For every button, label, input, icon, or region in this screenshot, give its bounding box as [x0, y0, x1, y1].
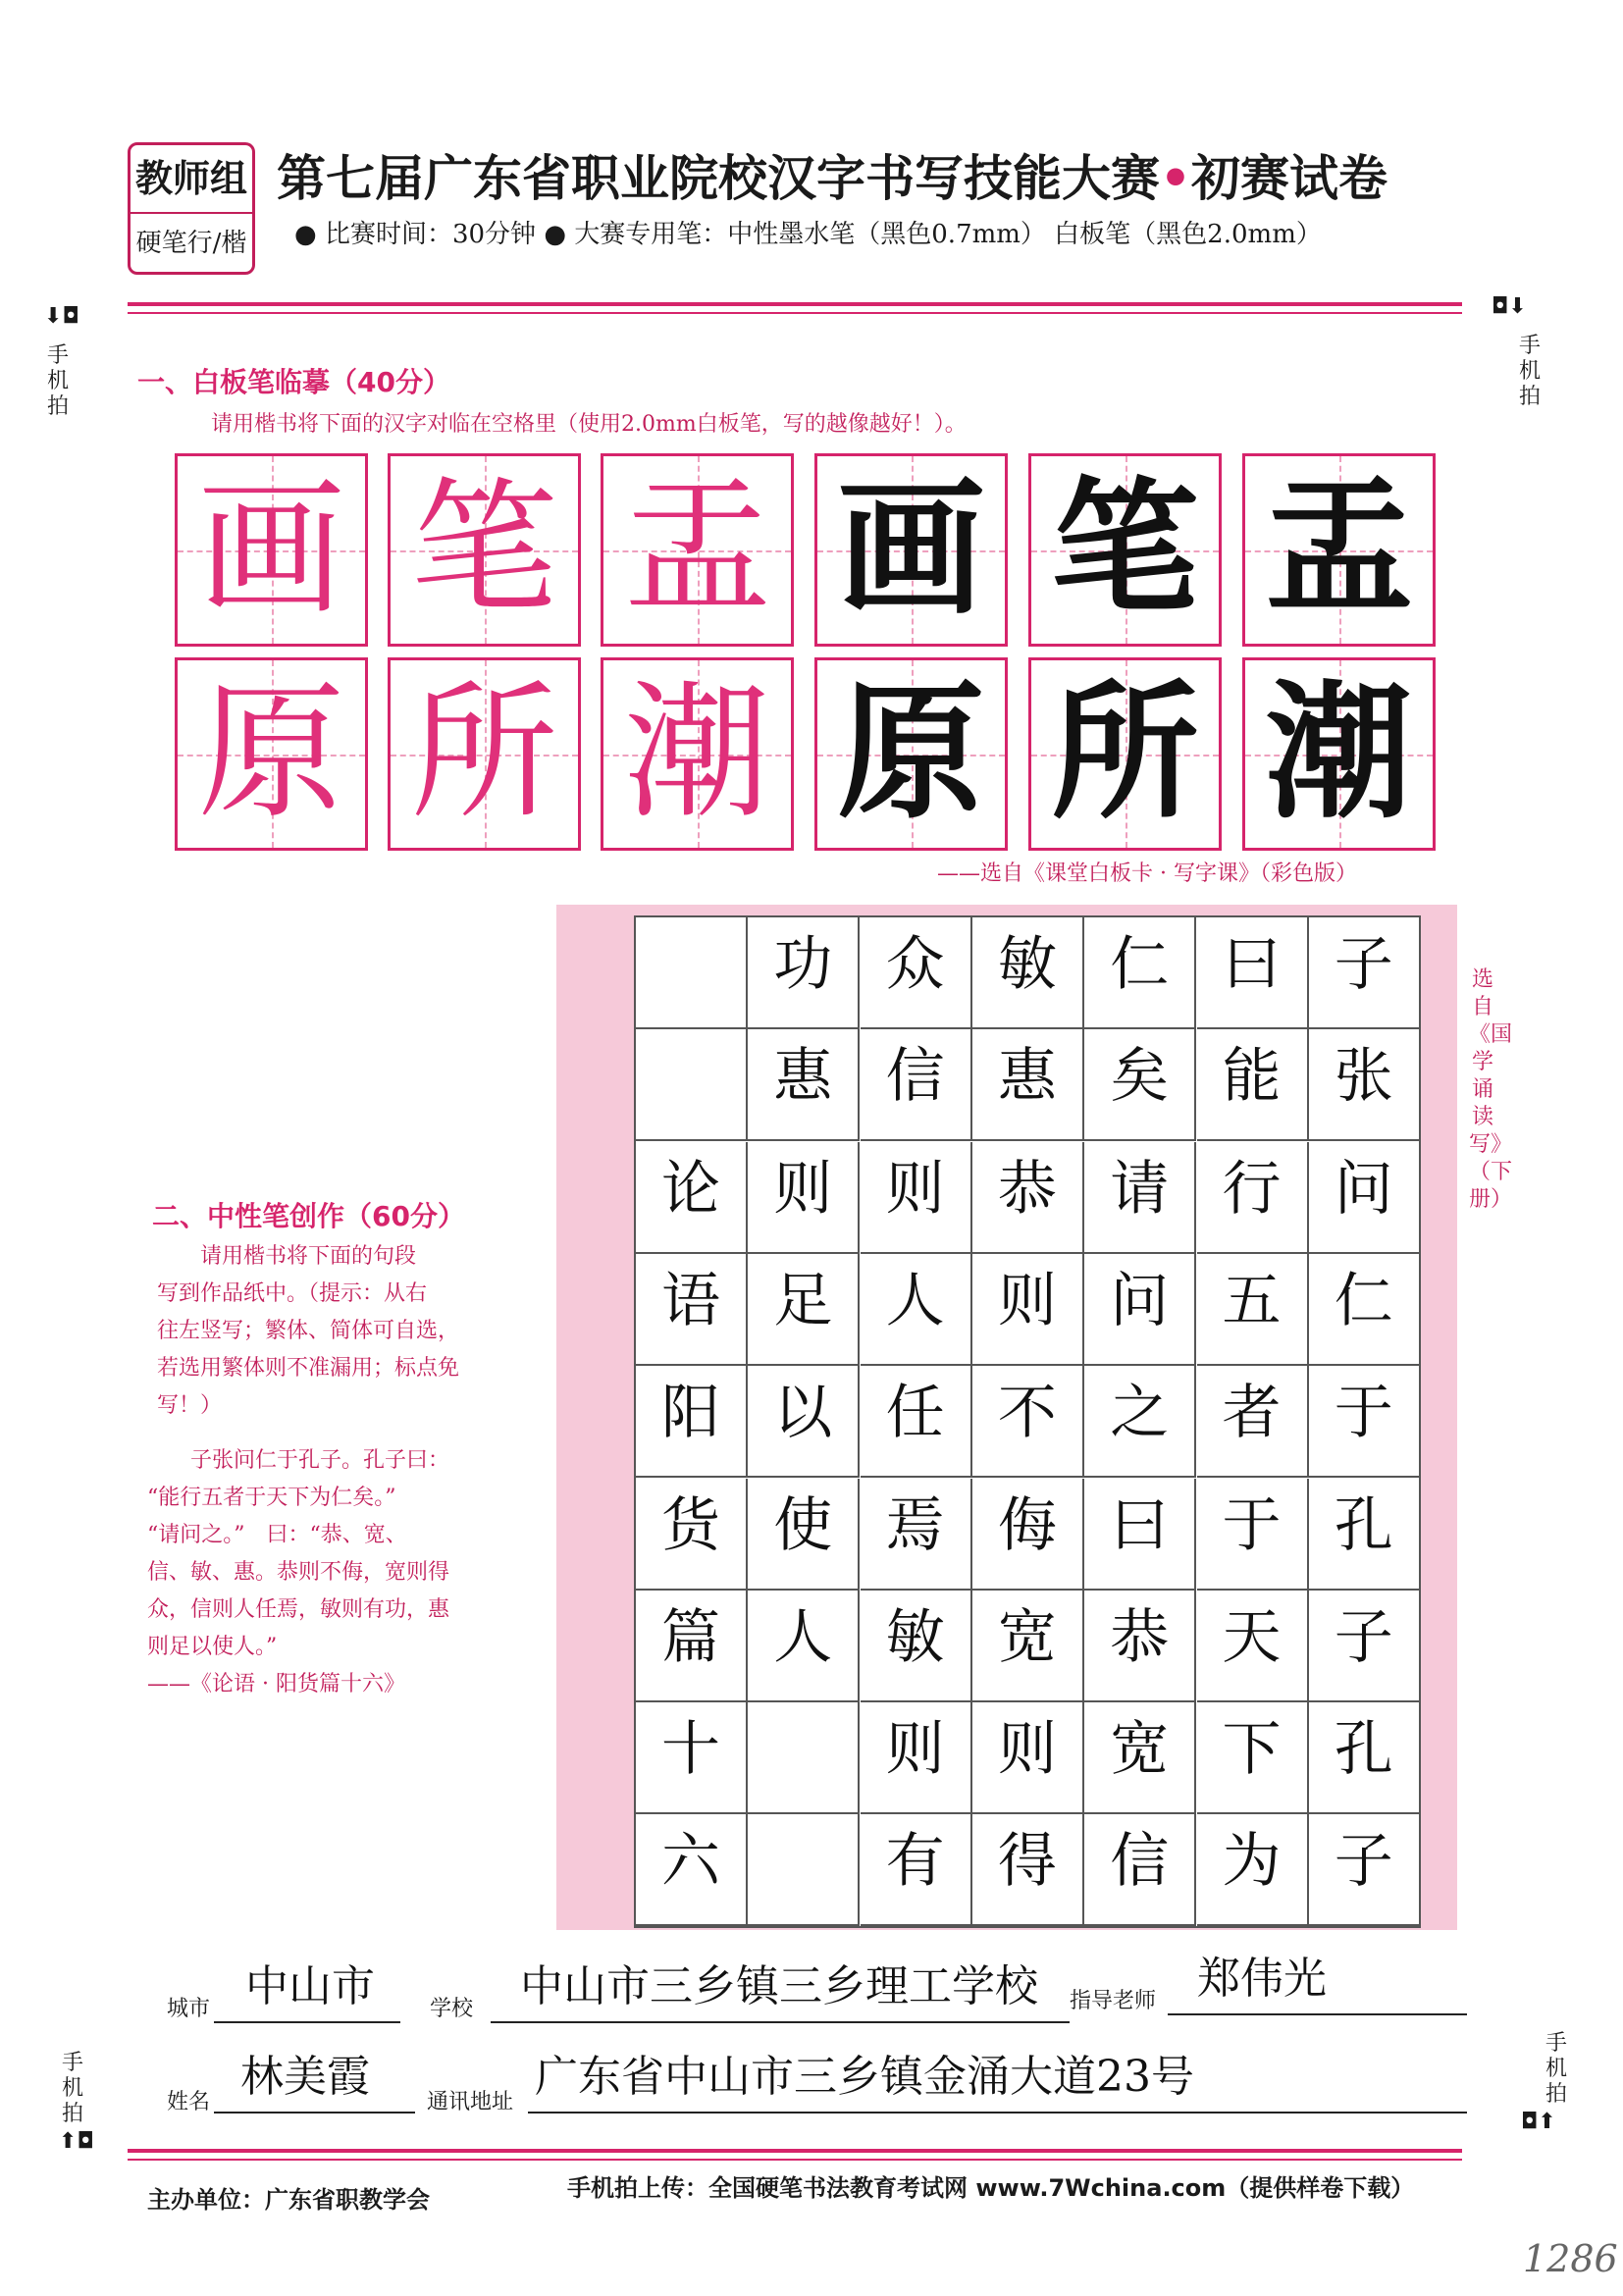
- writing-cell: 仁: [1084, 917, 1196, 1029]
- passage-line: ——《论语 · 阳货篇十六》: [147, 1672, 405, 1696]
- writing-cell: 于: [1309, 1366, 1421, 1478]
- header-rule-thin: [128, 312, 1462, 314]
- model-char: 笔: [410, 464, 558, 635]
- writing-cell: 问: [1084, 1254, 1196, 1366]
- exam-pens: ● 大赛专用笔：中性墨水笔（黑色0.7mm） 白板笔（黑色2.0mm）: [544, 220, 1322, 249]
- instruction-line: 写到作品纸中。（提示：从右: [157, 1281, 428, 1306]
- section2-passage: [147, 1442, 540, 1703]
- instruction-line: 写！）: [157, 1393, 223, 1418]
- written-char: 原: [837, 668, 985, 839]
- writing-cell: 恭: [1084, 1591, 1196, 1702]
- footer-rule: [128, 2149, 1462, 2153]
- phone-photo-label-top-right: 手机拍: [1518, 334, 1541, 409]
- writing-cell: 篇: [636, 1591, 748, 1702]
- model-char: 潮: [623, 668, 771, 839]
- title-dot: •: [1160, 150, 1191, 207]
- model-cell: [388, 453, 581, 647]
- camera-mark-top-left: [44, 304, 79, 329]
- writing-cell: 宽: [972, 1591, 1084, 1702]
- written-cell: [814, 657, 1008, 851]
- written-char: 所: [1051, 668, 1199, 839]
- teacher-value[interactable]: 郑伟光: [1197, 1954, 1327, 2004]
- writing-cell: [636, 917, 748, 1029]
- model-cell: [601, 657, 794, 851]
- writing-cell: 以: [748, 1366, 860, 1478]
- writing-cell: 十: [636, 1702, 748, 1814]
- writing-cell: 张: [1309, 1029, 1421, 1141]
- name-value[interactable]: 林美霞: [240, 2052, 370, 2102]
- city-underline: [214, 2021, 400, 2023]
- writing-cell: 足: [748, 1254, 860, 1366]
- writing-cell: 人: [748, 1591, 860, 1702]
- writing-cell: [636, 1029, 748, 1141]
- writing-cell: 则: [861, 1702, 972, 1814]
- writing-cell: 子: [1309, 917, 1421, 1029]
- model-cell: [388, 657, 581, 851]
- written-cell: [1028, 657, 1222, 851]
- model-cell: [175, 657, 368, 851]
- writing-cell: 众: [861, 917, 972, 1029]
- page-title: [277, 139, 1387, 210]
- school-value[interactable]: 中山市三乡镇三乡理工学校: [520, 1961, 1038, 2011]
- writing-cell: 五: [1197, 1254, 1309, 1366]
- model-char: 盂: [623, 464, 771, 635]
- model-char: 原: [197, 668, 345, 839]
- phone-photo-label-bottom-left: 手机拍: [61, 2051, 83, 2126]
- writing-cell: 焉: [861, 1479, 972, 1591]
- camera-mark-bottom-left: [59, 2129, 94, 2154]
- school-underline: [491, 2021, 1070, 2023]
- writing-cell: 任: [861, 1366, 972, 1478]
- writing-cell: 者: [1197, 1366, 1309, 1478]
- writing-cell: 子: [1309, 1814, 1421, 1926]
- instruction-line: 若选用繁体则不准漏用；标点免: [157, 1356, 460, 1381]
- city-value[interactable]: 中山市: [245, 1961, 375, 2011]
- writing-cell: 人: [861, 1254, 972, 1366]
- writing-cell: 敏: [972, 917, 1084, 1029]
- name-label: 姓名: [167, 2090, 211, 2114]
- teacher-underline: [1168, 2013, 1467, 2015]
- address-label: 通讯地址: [427, 2090, 514, 2114]
- writing-cell: [748, 1702, 860, 1814]
- model-char: 画: [197, 464, 345, 635]
- up-arrow-icon: ⬆: [1538, 2110, 1556, 2134]
- writing-cell: 功: [748, 917, 860, 1029]
- title-suffix: 初赛试卷: [1190, 150, 1387, 207]
- model-cell: [601, 453, 794, 647]
- written-cell: [1242, 657, 1436, 851]
- writing-cell: 则: [748, 1142, 860, 1254]
- writing-cell: 能: [1197, 1029, 1309, 1141]
- section2-source-vertical: 选自《国学诵读写》（下册）: [1469, 967, 1513, 1212]
- writing-cell: 为: [1197, 1814, 1309, 1926]
- writing-cell: 则: [972, 1702, 1084, 1814]
- badge-group-label: 教师组: [131, 145, 252, 214]
- address-value[interactable]: 广东省中山市三乡镇金涌大道23号: [535, 2052, 1194, 2102]
- writing-cell: 行: [1197, 1142, 1309, 1254]
- writing-cell: 六: [636, 1814, 748, 1926]
- camera-icon: ◘: [1492, 294, 1509, 319]
- writing-cell: 则: [861, 1142, 972, 1254]
- writing-cell: 恭: [972, 1142, 1084, 1254]
- writing-cell: 天: [1197, 1591, 1309, 1702]
- section1-heading: 一、白板笔临摹（40分）: [137, 366, 450, 398]
- city-label: 城市: [167, 1997, 211, 2021]
- model-cell: [175, 453, 368, 647]
- exam-info: [294, 214, 1322, 250]
- writing-cell: 问: [1309, 1142, 1421, 1254]
- writing-cell: 惠: [972, 1029, 1084, 1141]
- teacher-label: 指导老师: [1070, 1989, 1157, 2013]
- down-arrow-icon: ⬇: [44, 304, 63, 329]
- camera-mark-top-right: [1492, 294, 1527, 319]
- writing-cell: 子: [1309, 1591, 1421, 1702]
- camera-icon: ◘: [1521, 2110, 1539, 2134]
- passage-line: “能行五者于天下为仁矣。”: [147, 1486, 396, 1510]
- camera-icon: ◘: [77, 2129, 94, 2154]
- name-underline: [214, 2112, 415, 2113]
- writing-cell: 敏: [861, 1591, 972, 1702]
- writing-cell: 曰: [1084, 1479, 1196, 1591]
- writing-cell: 信: [1084, 1814, 1196, 1926]
- passage-line: 则足以使人。”: [147, 1635, 278, 1659]
- section2-heading: 二、中性笔创作（60分）: [152, 1200, 465, 1232]
- writing-cell: 不: [972, 1366, 1084, 1478]
- writing-cell: 则: [972, 1254, 1084, 1366]
- passage-line: 众，信则人任焉，敏则有功，惠: [147, 1597, 450, 1622]
- organizer: 主办单位：广东省职教学会: [147, 2186, 430, 2214]
- down-arrow-icon: ⬇: [1508, 294, 1527, 319]
- phone-photo-label-bottom-right: 手机拍: [1544, 2031, 1567, 2107]
- passage-line: 子张问仁于孔子。孔子曰：: [190, 1448, 450, 1473]
- writing-cell: 矣: [1084, 1029, 1196, 1141]
- writing-cell: 于: [1197, 1479, 1309, 1591]
- written-char: 画: [837, 464, 985, 635]
- section2-instruction: [157, 1238, 550, 1425]
- writing-cell: 惠: [748, 1029, 860, 1141]
- writing-cell: 之: [1084, 1366, 1196, 1478]
- writing-cell: 宽: [1084, 1702, 1196, 1814]
- writing-cell: 语: [636, 1254, 748, 1366]
- exam-time: ● 比赛时间：30分钟: [294, 220, 537, 249]
- footer-rule-thin: [128, 2159, 1462, 2161]
- writing-cell: 请: [1084, 1142, 1196, 1254]
- writing-cell: 论: [636, 1142, 748, 1254]
- section1-source: ——选自《课堂白板卡 · 写字课》（彩色版）: [937, 861, 1357, 886]
- scan-number: 1286: [1523, 2237, 1618, 2280]
- upload-info: 手机拍上传：全国硬笔书法教育考试网 www.7Wchina.com（提供样卷下载）: [567, 2174, 1415, 2202]
- header-rule: [128, 302, 1462, 306]
- writing-cell: 使: [748, 1479, 860, 1591]
- instruction-line: 往左竖写；繁体、简体可自选，: [157, 1319, 460, 1343]
- school-label: 学校: [430, 1997, 474, 2021]
- written-char: 盂: [1265, 464, 1413, 635]
- writing-cell: [748, 1814, 860, 1926]
- phone-photo-label-top-left: 手机拍: [46, 343, 69, 419]
- group-badge: [128, 142, 255, 275]
- address-underline: [528, 2112, 1467, 2113]
- model-char: 所: [410, 668, 558, 839]
- writing-cell: 阳: [636, 1366, 748, 1478]
- writing-cell: 下: [1197, 1702, 1309, 1814]
- section1-instruction: 请用楷书将下面的汉字对临在空格里（使用2.0mm白板笔，写的越像越好！）。: [211, 412, 967, 437]
- passage-line: “请问之。” 曰：“恭、宽、: [147, 1523, 407, 1547]
- instruction-line: 请用楷书将下面的句段: [200, 1244, 417, 1269]
- title-main: 第七届广东省职业院校汉字书写技能大赛: [277, 150, 1160, 207]
- camera-mark-bottom-right: [1521, 2110, 1556, 2134]
- writing-cell: 孔: [1309, 1702, 1421, 1814]
- writing-cell: 侮: [972, 1479, 1084, 1591]
- written-cell: [1028, 453, 1222, 647]
- written-cell: [814, 453, 1008, 647]
- writing-cell: 有: [861, 1814, 972, 1926]
- up-arrow-icon: ⬆: [59, 2129, 78, 2154]
- written-char: 笔: [1051, 464, 1199, 635]
- written-char: 潮: [1265, 668, 1413, 839]
- writing-cell: 信: [861, 1029, 972, 1141]
- writing-cell: 孔: [1309, 1479, 1421, 1591]
- camera-icon: ◘: [62, 304, 79, 329]
- badge-style-label: 硬笔行/楷: [135, 229, 247, 258]
- writing-grid: [634, 915, 1421, 1928]
- written-cell: [1242, 453, 1436, 647]
- passage-line: 信、敏、惠。恭则不侮，宽则得: [147, 1560, 450, 1585]
- writing-cell: 货: [636, 1479, 748, 1591]
- writing-cell: 曰: [1197, 917, 1309, 1029]
- writing-cell: 得: [972, 1814, 1084, 1926]
- writing-cell: 仁: [1309, 1254, 1421, 1366]
